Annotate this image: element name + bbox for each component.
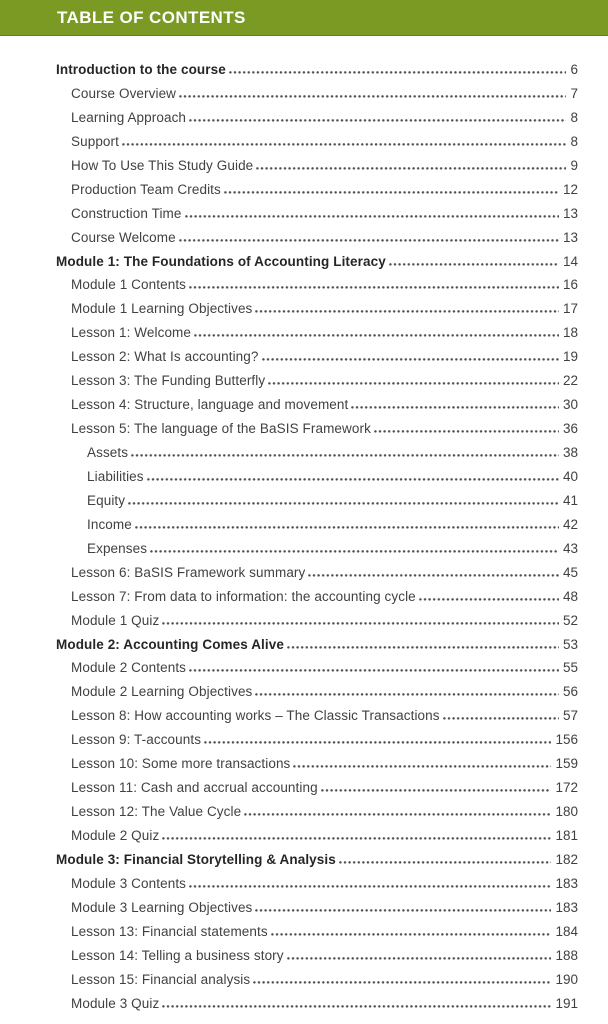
toc-entry-page: 22 — [562, 373, 578, 389]
dot-leader — [179, 239, 559, 242]
dot-leader — [204, 741, 551, 744]
toc-entry-page: 53 — [562, 636, 578, 652]
dot-leader — [229, 71, 567, 74]
toc-entry-page: 12 — [562, 181, 578, 197]
toc-entry-label: Lesson 8: How accounting works – The Classic Transactions — [71, 708, 440, 724]
dot-leader — [189, 119, 566, 122]
toc-entry-label: Module 3: Financial Storytelling & Analysis — [56, 851, 336, 867]
toc-entry-page: 19 — [562, 349, 578, 365]
toc-entry[interactable] — [0, 728, 608, 752]
toc-entry[interactable] — [0, 704, 608, 728]
toc-entry-label: Lesson 10: Some more transactions — [71, 756, 291, 772]
toc-entry[interactable] — [0, 633, 608, 657]
toc-entry-page: 181 — [555, 828, 578, 843]
toc-entry[interactable] — [0, 537, 608, 561]
toc-entry-label: Construction Time — [71, 205, 182, 221]
toc-entry-page: 42 — [562, 516, 578, 532]
dot-leader — [255, 693, 559, 696]
toc-list — [0, 58, 608, 1016]
toc-entry-page: 36 — [562, 421, 578, 437]
toc-entry[interactable] — [0, 609, 608, 633]
dot-leader — [128, 502, 559, 505]
toc-entry[interactable] — [0, 848, 608, 872]
toc-entry-label: Equity — [87, 492, 126, 508]
toc-entry-page: 183 — [555, 899, 578, 915]
header-bar — [0, 0, 608, 36]
toc-entry-page: 13 — [562, 229, 578, 245]
toc-entry[interactable] — [0, 393, 608, 417]
toc-entry[interactable] — [0, 776, 608, 800]
toc-entry[interactable] — [0, 920, 608, 944]
toc-entry-label: Support — [71, 133, 119, 149]
dot-leader — [253, 981, 551, 984]
toc-entry-page: 8 — [570, 109, 578, 125]
dot-leader — [122, 143, 567, 146]
dot-leader — [419, 598, 559, 601]
dot-leader — [287, 957, 552, 960]
toc-entry-page: 8 — [570, 133, 578, 149]
toc-entry-label: Module 2: Accounting Comes Alive — [56, 636, 284, 652]
toc-entry[interactable] — [0, 968, 608, 992]
toc-entry-label: Income — [87, 516, 132, 532]
toc-entry-label: Lesson 5: The language of the BaSIS Framework — [71, 421, 371, 437]
toc-entry[interactable] — [0, 561, 608, 585]
toc-entry[interactable] — [0, 872, 608, 896]
dot-leader — [443, 717, 559, 720]
toc-entry-page: 172 — [555, 780, 578, 796]
dot-leader — [189, 286, 559, 289]
toc-entry-page: 190 — [555, 971, 578, 987]
page-title: TABLE OF CONTENTS — [57, 7, 246, 27]
toc-entry[interactable] — [0, 297, 608, 321]
dot-leader — [339, 861, 552, 864]
toc-entry[interactable] — [0, 130, 608, 154]
dot-leader — [262, 358, 559, 361]
toc-entry-page: 40 — [562, 468, 578, 484]
toc-entry-label: Module 1 Contents — [71, 277, 187, 293]
toc-entry-page: 180 — [555, 804, 578, 820]
toc-entry[interactable] — [0, 202, 608, 226]
dot-leader — [374, 430, 559, 433]
dot-leader — [147, 478, 559, 481]
toc-entry-label: Lesson 3: The Funding Butterfly — [71, 373, 266, 389]
toc-entry-label: Lesson 12: The Value Cycle — [71, 804, 242, 820]
toc-entry-page: 182 — [555, 851, 578, 867]
toc-entry-page: 184 — [555, 923, 578, 939]
dot-leader — [194, 334, 559, 337]
toc-entry[interactable] — [0, 992, 608, 1016]
toc-entry-page: 56 — [562, 684, 578, 700]
toc-entry[interactable] — [0, 824, 608, 848]
toc-entry-label: Module 1: The Foundations of Accounting Literacy — [56, 253, 386, 269]
dot-leader — [185, 215, 559, 218]
dot-leader — [351, 406, 559, 409]
dot-leader — [189, 669, 559, 672]
dot-leader — [179, 95, 566, 98]
dot-leader — [162, 837, 551, 840]
toc-entry[interactable] — [0, 417, 608, 441]
toc-entry-label: Module 1 Quiz — [71, 612, 160, 628]
toc-entry-label: Lesson 15: Financial analysis — [71, 971, 251, 987]
dot-leader — [268, 382, 559, 385]
dot-leader — [189, 885, 551, 888]
toc-entry-page: 6 — [570, 62, 578, 77]
toc-entry-label: Learning Approach — [71, 109, 187, 125]
toc-entry[interactable] — [0, 369, 608, 393]
toc-entry-label: How To Use This Study Guide — [71, 157, 254, 173]
toc-entry-label: Course Overview — [71, 85, 177, 101]
toc-entry-label: Lesson 11: Cash and accrual accounting — [71, 780, 318, 796]
toc-entry-label: Lesson 1: Welcome — [71, 325, 192, 341]
toc-entry-label: Module 3 Contents — [71, 875, 187, 891]
toc-entry-label: Liabilities — [87, 468, 144, 484]
dot-leader — [389, 263, 559, 266]
toc-entry-label: Module 3 Quiz — [71, 995, 160, 1011]
toc-entry[interactable] — [0, 513, 608, 537]
dot-leader — [135, 526, 559, 529]
toc-entry[interactable] — [0, 250, 608, 274]
toc-entry[interactable] — [0, 106, 608, 130]
toc-entry-label: Module 2 Learning Objectives — [71, 684, 253, 700]
toc-entry[interactable] — [0, 489, 608, 513]
toc-entry-label: Assets — [87, 445, 129, 460]
toc-entry-page: 9 — [570, 157, 578, 173]
dot-leader — [255, 310, 559, 313]
toc-entry-page: 48 — [562, 588, 578, 604]
dot-leader — [271, 933, 552, 936]
toc-entry-label: Lesson 6: BaSIS Framework summary — [71, 564, 306, 580]
toc-entry-label: Introduction to the course — [56, 62, 226, 77]
dot-leader — [162, 622, 559, 625]
toc-entry-label: Lesson 13: Financial statements — [71, 923, 268, 939]
toc-entry-page: 43 — [562, 540, 578, 556]
toc-entry-page: 13 — [562, 205, 578, 221]
toc-entry-page: 18 — [562, 325, 578, 341]
dot-leader — [224, 191, 559, 194]
toc-entry-page: 191 — [555, 995, 578, 1011]
toc-entry[interactable] — [0, 441, 608, 465]
toc-entry-page: 17 — [562, 301, 578, 317]
toc-entry-label: Lesson 7: From data to information: the accounting cycle — [71, 588, 416, 604]
toc-entry-page: 55 — [562, 660, 578, 676]
toc-entry-page: 159 — [555, 756, 578, 772]
toc-entry-page: 41 — [562, 492, 578, 508]
toc-entry-label: Module 2 Contents — [71, 660, 187, 676]
dot-leader — [131, 454, 559, 457]
toc-entry-page: 14 — [562, 253, 578, 269]
dot-leader — [255, 909, 551, 912]
dot-leader — [162, 1005, 551, 1008]
dot-leader — [293, 765, 551, 768]
toc-entry-label: Lesson 14: Telling a business story — [71, 947, 284, 963]
dot-leader — [308, 574, 559, 577]
toc-entry-label: Lesson 9: T-accounts — [71, 732, 202, 748]
toc-entry-page: 52 — [562, 612, 578, 628]
toc-entry-page: 45 — [562, 564, 578, 580]
toc-entry[interactable] — [0, 345, 608, 369]
toc-entry-label: Module 3 Learning Objectives — [71, 899, 253, 915]
toc-entry[interactable] — [0, 154, 608, 178]
dot-leader — [244, 813, 551, 816]
dot-leader — [321, 789, 552, 792]
toc-entry-page: 38 — [562, 445, 578, 460]
toc-entry[interactable] — [0, 465, 608, 489]
toc-entry-label: Expenses — [87, 540, 148, 556]
toc-entry[interactable] — [0, 273, 608, 297]
toc-entry[interactable] — [0, 896, 608, 920]
toc-entry[interactable] — [0, 178, 608, 202]
toc-entry-label: Module 1 Learning Objectives — [71, 301, 253, 317]
toc-entry[interactable] — [0, 680, 608, 704]
toc-entry-label: Lesson 4: Structure, language and movement — [71, 397, 349, 413]
toc-entry[interactable] — [0, 944, 608, 968]
toc-entry[interactable] — [0, 752, 608, 776]
toc-entry[interactable] — [0, 58, 608, 82]
dot-leader — [256, 167, 566, 170]
toc-entry-page: 16 — [562, 277, 578, 293]
toc-entry[interactable] — [0, 226, 608, 250]
toc-entry-page: 7 — [570, 85, 578, 101]
toc-entry[interactable] — [0, 656, 608, 680]
toc-entry-page: 156 — [555, 732, 578, 748]
toc-entry[interactable] — [0, 82, 608, 106]
toc-entry-label: Module 2 Quiz — [71, 828, 160, 843]
toc-entry-label: Course Welcome — [71, 229, 176, 245]
toc-entry-page: 57 — [562, 708, 578, 724]
toc-entry-label: Production Team Credits — [71, 181, 221, 197]
toc-entry[interactable] — [0, 321, 608, 345]
dot-leader — [287, 646, 559, 649]
dot-leader — [150, 550, 559, 553]
toc-entry-label: Lesson 2: What Is accounting? — [71, 349, 259, 365]
toc-entry-page: 30 — [562, 397, 578, 413]
toc-entry[interactable] — [0, 585, 608, 609]
toc-entry-page: 188 — [555, 947, 578, 963]
toc-entry[interactable] — [0, 800, 608, 824]
toc-entry-page: 183 — [555, 875, 578, 891]
